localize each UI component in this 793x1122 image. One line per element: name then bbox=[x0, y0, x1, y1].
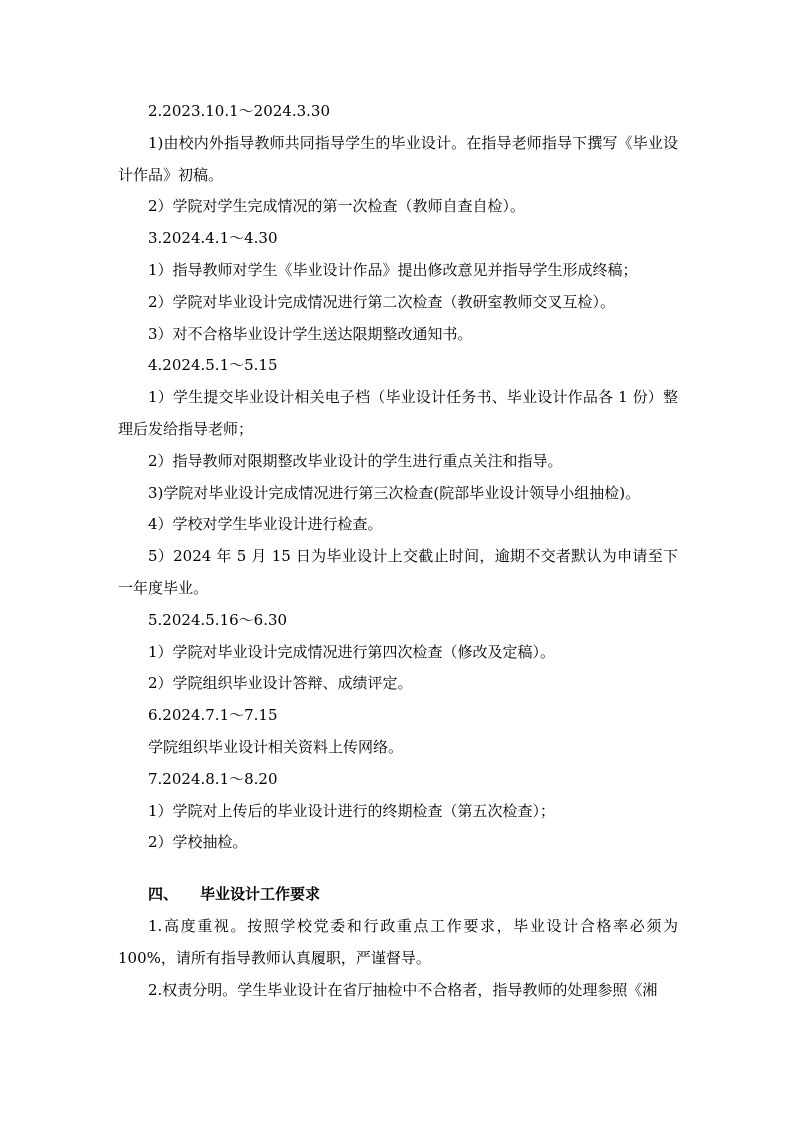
schedule-item: 1)由校内外指导教师共同指导学生的毕业设计。在指导老师指导下撰写《毕业设计作品》初稿。 bbox=[118, 133, 678, 184]
schedule-item: 2）学院组织毕业设计答辩、成绩评定。 bbox=[148, 674, 413, 693]
section-heading-text: 毕业设计工作要求 bbox=[200, 885, 321, 904]
schedule-period-7: 7.2024.8.1～8.20 bbox=[148, 769, 278, 788]
schedule-item: 5）2024 年 5 月 15 日为毕业设计上交截止时间，逾期不交者默认为申请至下一年度毕业。 bbox=[118, 547, 678, 597]
schedule-item: 学院组织毕业设计相关资料上传网络。 bbox=[148, 737, 404, 756]
requirement-item: 2.权责分明。学生毕业设计在省厅抽检中不合格者，指导教师的处理参照《湘 bbox=[148, 980, 658, 999]
schedule-item: 2）学校抽检。 bbox=[148, 833, 248, 852]
schedule-item: 1）学院对上传后的毕业设计进行的终期检查（第五次检查）； bbox=[148, 801, 556, 820]
schedule-item: 4）学校对学生毕业设计进行检查。 bbox=[148, 515, 383, 534]
schedule-item: 3)学院对毕业设计完成情况进行第三次检查(院部毕业设计领导小组抽检)。 bbox=[148, 483, 641, 502]
schedule-period-2: 2.2023.10.1～2024.3.30 bbox=[148, 102, 330, 120]
schedule-item: 1）学生提交毕业设计相关电子档（毕业设计任务书、毕业设计作品各 1 份）整理后发给指导老师； bbox=[118, 388, 678, 438]
section-gap bbox=[118, 859, 678, 879]
schedule-item: 1）指导教师对学生《毕业设计作品》提出修改意见并指导学生形成终稿； bbox=[148, 260, 638, 279]
schedule-period-4: 4.2024.5.1～5.15 bbox=[148, 356, 278, 375]
schedule-item: 2）学院对学生完成情况的第一次检查（教师自查自检）。 bbox=[148, 197, 526, 216]
schedule-period-5: 5.2024.5.16～6.30 bbox=[148, 610, 288, 629]
schedule-item: 3）对不合格毕业设计学生送达限期整改通知书。 bbox=[148, 324, 473, 343]
section-heading bbox=[118, 879, 678, 911]
schedule-period-6: 6.2024.7.1～7.15 bbox=[148, 706, 278, 725]
section-heading-number: 四、 bbox=[148, 885, 179, 904]
schedule-item: 2）学院对毕业设计完成情况进行第二次检查（教研室教师交叉互检）。 bbox=[148, 292, 616, 311]
requirement-item: 1.高度重视。按照学校党委和行政重点工作要求，毕业设计合格率必须为100%，请所有指导教师认真履职，严谨督导。 bbox=[118, 916, 678, 967]
schedule-period-3: 3.2024.4.1～4.30 bbox=[148, 229, 278, 248]
schedule-item: 1）学院对毕业设计完成情况进行第四次检查（修改及定稿）。 bbox=[148, 642, 556, 661]
document-body bbox=[118, 96, 678, 1006]
schedule-item: 2）指导教师对限期整改毕业设计的学生进行重点关注和指导。 bbox=[148, 451, 563, 470]
